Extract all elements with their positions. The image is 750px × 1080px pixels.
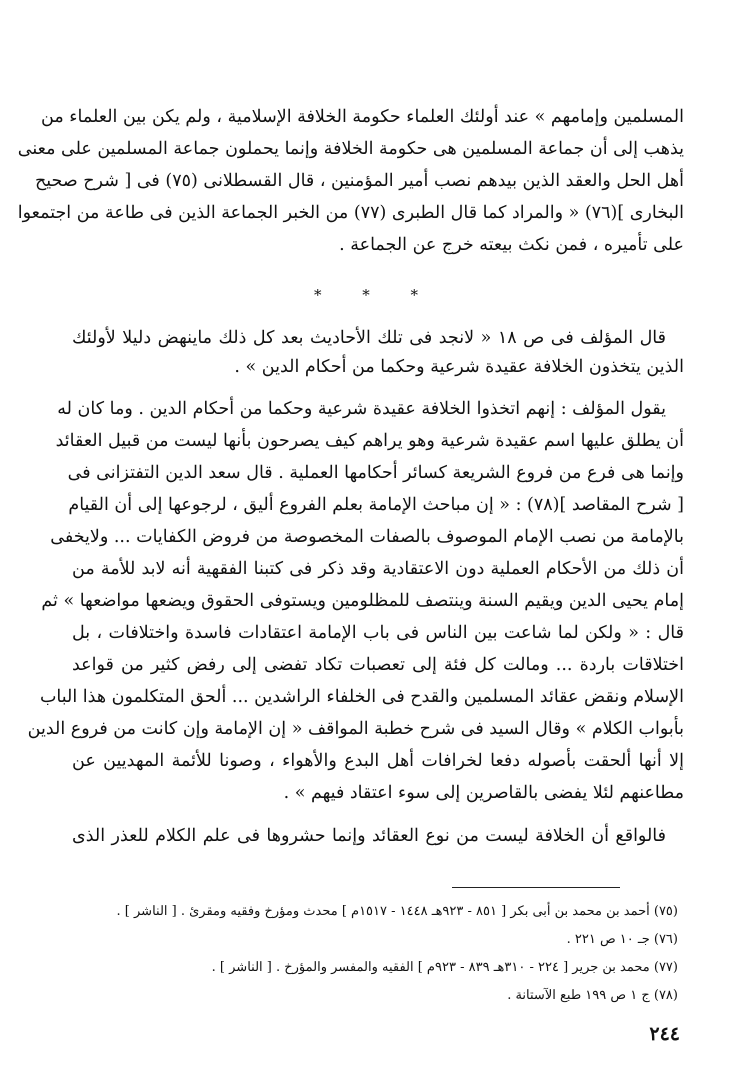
body-line: إمام يحيى الدين ويقيم السنة وينتصف للمظلومين ويستوفى الحقوق ويضعها مواضعها » ثم (41, 591, 684, 611)
body-line: أهل الحل والعقد الذين بيدهم نصب أمير المؤمنين ، قال القسطلانى (٧٥) فى [ شرح صحيح (34, 171, 684, 191)
body-line: يقول المؤلف : إنهم اتخذوا الخلافة عقيدة شرعية وحكما من أحكام الدين . وما كان له (57, 399, 666, 419)
footnote: (٧٦) جـ ١٠ ص ٢٢١ . (566, 932, 678, 947)
footnote-divider (452, 887, 620, 888)
body-line: بأبواب الكلام » وقال السيد فى شرح خطبة المواقف « إن الإمامة وإن كانت من فروع الدين (27, 719, 684, 739)
body-line: على تأميره ، فمن نكث بيعته خرج عن الجماعة . (339, 235, 684, 255)
body-line: بالإمامة من نصب الإمام الموصوف بالصفات المخصوصة من فروض الكفايات ... ولايخفى (50, 527, 684, 547)
footnote: (٧٨) ج ١ ص ١٩٩ طبع الآستانة . (507, 988, 678, 1003)
body-line: إلا أنها ألحقت بأصوله دفعا لخرافات أهل البدع والأهواء ، وصونا للأئمة المهديين عن (72, 751, 684, 771)
body-line: اختلاقات باردة ... ومالت كل فئة إلى تعصبات تكاد تفضى إلى رفض كثير من قواعد (72, 655, 684, 675)
body-line: أن يطلق عليها اسم عقيدة شرعية وهو يراهم كيف يصرحون بأنها ليست من قبيل العقائد (55, 431, 684, 451)
body-line: فالواقع أن الخلافة ليست من نوع العقائد وإنما حشروها فى علم الكلام للعذر الذى (72, 826, 666, 846)
body-line: الذين يتخذون الخلافة عقيدة شرعية وحكما من أحكام الدين » . (234, 357, 684, 377)
body-line: يذهب إلى أن جماعة المسلمين هى حكومة الخلافة وإنما يحملون جماعة المسلمين على معنى (17, 139, 684, 159)
body-line: مطاعنهم لئلا يفضى بالقاصرين إلى سوء اعتقاد فيهم » . (283, 783, 684, 803)
body-line: قال : « ولكن لما شاعت بين الناس فى باب الإمامة اعتقادات فاسدة واختلافات ، بل (72, 623, 684, 643)
body-line: البخارى ](٧٦) « والمراد كما قال الطبرى (٧٧) من الخبر الجماعة الذين فى طاعة من اجتمعوا (17, 203, 684, 223)
footnote: (٧٥) أحمد بن محمد بن أبى بكر [ ٨٥١ - ٩٢٣هـ ١٤٤٨ - ١٥١٧م ] محدث ومؤرخ وفقيه ومقرئ . [ الناشر ] . (116, 904, 678, 919)
body-line: الإسلام ونقض عقائد المسلمين والقدح فى الخلفاء الراشدين ... ألحق المتكلمون هذا الباب (39, 687, 684, 707)
footnote: (٧٧) محمد بن جرير [ ٢٢٤ - ٣١٠هـ ٨٣٩ - ٩٢٣م ] الفقيه والمفسر والمؤرخ . [ الناشر ] . (211, 960, 678, 975)
body-line: أن ذلك من الأحكام العملية دون الاعتقادية وقد ذكر فى كتبنا الفقهية أنه لابد للأمة من (72, 559, 684, 579)
section-separator: * * * (313, 286, 437, 304)
body-line: وإنما هى فرع من فروع الشريعة كسائر أحكامها العملية . قال سعد الدين التفتزانى فى (67, 463, 684, 483)
page-number: ٢٤٤ (649, 1023, 680, 1045)
body-line: قال المؤلف فى ص ١٨ « لانجد فى تلك الأحاديث بعد كل ذلك ماينهض دليلا لأولئك (72, 328, 666, 348)
body-line: المسلمين وإمامهم » عند أولئك العلماء حكومة الخلافة الإسلامية ، ولم يكن بين العلماء من (41, 107, 684, 127)
body-line: [ شرح المقاصد ](٧٨) : « إن مباحث الإمامة بعلم الفروع أليق ، لرجوعها إلى أن القيام (68, 495, 684, 515)
